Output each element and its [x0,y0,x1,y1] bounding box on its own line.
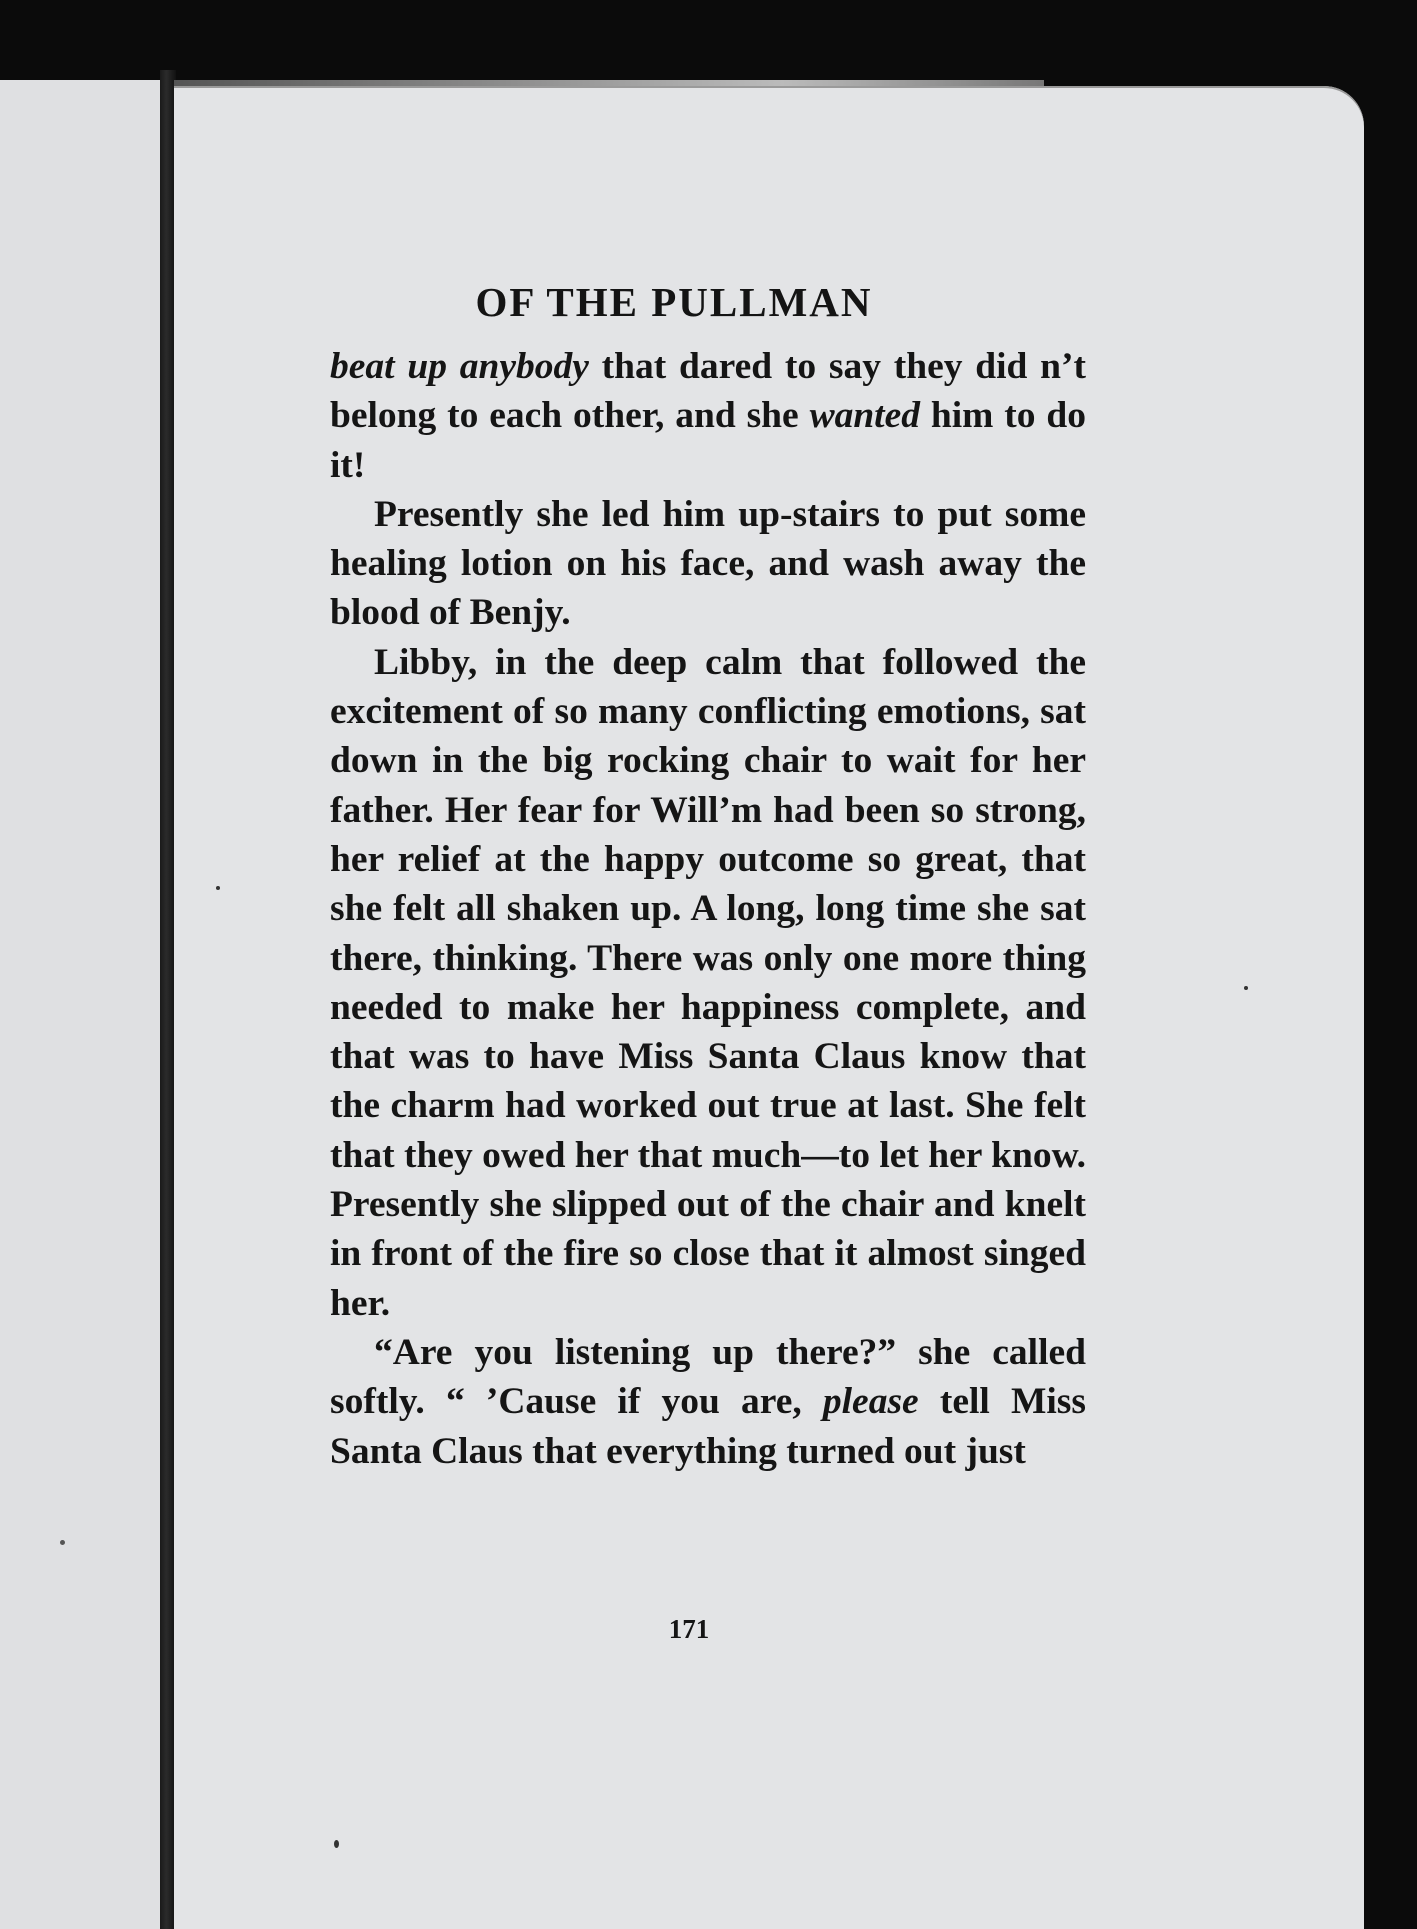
text-run: Libby, in the deep calm that followed the excitement of so many conflicting emotions, sat down in the big rocking chair to wait for her father. Her fear for Will’m had been so strong, her relief at the happy outcome so great, that she felt all shaken up. A long, long time she sat there, thinking. There was only one more thing needed to make her happiness complete, and that was to have Miss Santa Claus know that the charm had worked out true at last. She felt that they owed her that much—to let her know. Presently she slipped out of the chair and knelt in front of the fire so close that it almost singed her. [330,641,1086,1324]
body-text [330,342,1086,1476]
italic-run: beat up anybody [330,346,589,387]
text-run: “Are you listening up there?” she called softly. “ ’Cause if you are, [330,1331,1086,1423]
page-number: 171 [668,1614,710,1644]
ink-speck [216,886,220,890]
paragraph [330,638,1086,1328]
ink-speck [334,1840,339,1848]
paragraph [330,342,1086,490]
italic-run: wanted [809,395,920,437]
text-run: tell Miss Santa Claus that everything turned out just [330,1381,1086,1472]
italic-run: please [822,1381,919,1423]
paragraph [330,490,1086,638]
text-run: that dared to say they did n’t belong to each other, and she [330,346,1086,437]
running-head: OF THE PULLMAN [475,279,873,325]
text-run: him to do it! [330,395,1086,486]
ink-speck [1244,986,1248,990]
ink-speck [60,1540,65,1545]
facing-page [0,80,162,1929]
text-run: Presently she led him up-stairs to put some healing lotion on his face, and wash away the blood of Benjy. [330,493,1086,634]
paragraph [330,1328,1086,1476]
book-page [174,86,1364,1929]
